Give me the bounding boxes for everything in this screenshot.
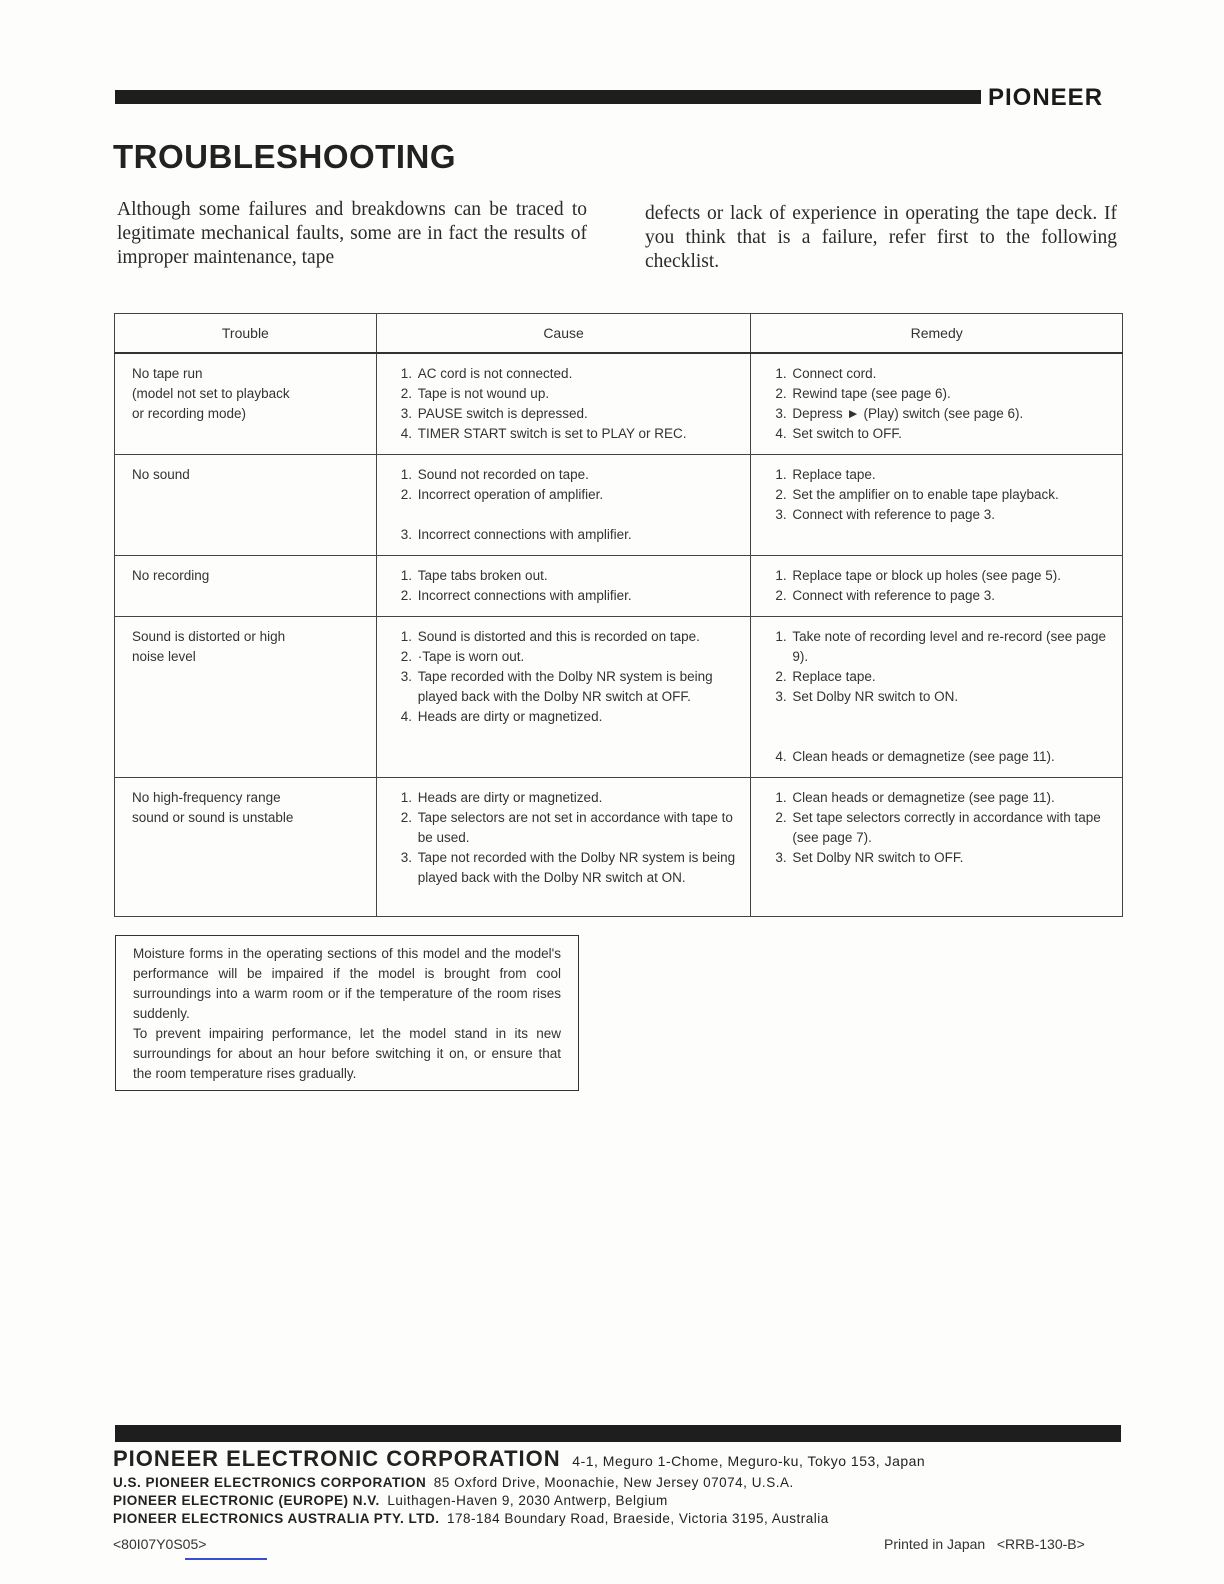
troubleshooting-table [114,313,1123,917]
table-row [115,353,1123,455]
remedy-item: 2. Replace tape. [790,667,1112,687]
printed-in-label: Printed in Japan [884,1536,986,1552]
trouble-cell: No high-frequency range sound or sound is unstable [115,778,377,917]
cause-item: 2. Tape is not wound up. [416,384,741,404]
corporation-name: PIONEER ELECTRONIC (EUROPE) N.V. [113,1493,380,1508]
trouble-cell: Sound is distorted or high noise level [115,617,377,778]
cause-item: 1. AC cord is not connected. [416,364,741,384]
remedy-item: 2. Set tape selectors correctly in accordance with tape (see page 7). [790,808,1112,848]
cause-cell [376,556,751,617]
note-paragraph: To prevent impairing performance, let the model stand in its new surroundings for about an hour before switching it on, or ensure that the room temperature rises gradually. [133,1026,561,1081]
remedy-item: 1. Replace tape. [790,465,1112,485]
brand-logo: PIONEER [988,84,1104,111]
trouble-cell: No recording [115,556,377,617]
column-header-cause: Cause [376,314,751,354]
footer-rule [115,1425,1121,1442]
remedy-item: 2. Rewind tape (see page 6). [790,384,1112,404]
document-code: <80I07Y0S05> [113,1536,207,1552]
cause-item: 3. Incorrect connections with amplifier. [416,525,741,545]
remedy-cell [751,455,1123,556]
table-row [115,455,1123,556]
note-paragraph: Moisture forms in the operating sections of this model and the model's performance will be impaired if the model is brought from cool surroundings into a warm room or if the temperature of the room rises suddenly. [133,946,561,1021]
cause-item: 3. Tape recorded with the Dolby NR system is being played back with the Dolby NR switch at OFF. [416,667,741,707]
cause-item: 3. PAUSE switch is depressed. [416,404,741,424]
cause-cell [376,455,751,556]
part-number: <RRB-130-B> [996,1536,1085,1552]
remedy-cell [751,778,1123,917]
blue-underline [185,1558,267,1560]
print-info [884,1536,1085,1552]
column-header-trouble: Trouble [115,314,377,354]
cause-item: 4. Heads are dirty or magnetized. [416,707,741,727]
remedy-item: 2. Connect with reference to page 3. [790,586,1112,606]
remedy-item: 3. Set Dolby NR switch to ON. [790,687,1112,707]
remedy-cell [751,556,1123,617]
cause-item: 1. Heads are dirty or magnetized. [416,788,741,808]
cause-item: 1. Sound not recorded on tape. [416,465,741,485]
table-row [115,617,1123,778]
cause-item: 2. Incorrect operation of amplifier. [416,485,741,505]
corporation-line [113,1446,1123,1474]
remedy-item: 1. Replace tape or block up holes (see page 5). [790,566,1112,586]
remedy-item: 3. Connect with reference to page 3. [790,505,1112,525]
moisture-note [115,935,579,1091]
corporation-address: 85 Oxford Drive, Moonachie, New Jersey 07074, U.S.A. [433,1475,794,1490]
remedy-item: 1. Clean heads or demagnetize (see page 11). [790,788,1112,808]
remedy-cell [751,617,1123,778]
remedy-cell [751,353,1123,455]
table-row [115,778,1123,917]
intro-text-left: Although some failures and breakdowns can be traced to legitimate mechanical faults, some are in fact the results of improper maintenance, tape [117,199,587,268]
intro-text-right: defects or lack of experience in operating the tape deck. If you think that is a failure, refer first to the following checklist. [645,203,1117,272]
remedy-item: 3. Depress ► (Play) switch (see page 6). [790,404,1112,424]
cause-cell [376,353,751,455]
corporation-line [113,1474,1123,1492]
corporation-name: PIONEER ELECTRONICS AUSTRALIA PTY. LTD. [113,1511,440,1526]
corporation-list [113,1446,1123,1528]
corporation-line [113,1510,1123,1528]
cause-cell [376,778,751,917]
header-rule [115,90,981,104]
corporation-address: 178-184 Boundary Road, Braeside, Victoria 3195, Australia [447,1511,829,1526]
column-header-remedy: Remedy [751,314,1123,354]
cause-cell [376,617,751,778]
corporation-address: Luithagen-Haven 9, 2030 Antwerp, Belgium [387,1493,668,1508]
remedy-item: 1. Connect cord. [790,364,1112,384]
cause-item: 2. Tape selectors are not set in accordance with tape to be used. [416,808,741,848]
remedy-item: 2. Set the amplifier on to enable tape playback. [790,485,1112,505]
remedy-item: 3. Set Dolby NR switch to OFF. [790,848,1112,868]
corporation-name: PIONEER ELECTRONIC CORPORATION [113,1446,561,1471]
cause-item: 2. Incorrect connections with amplifier. [416,586,741,606]
cause-item: 1. Tape tabs broken out. [416,566,741,586]
trouble-cell: No sound [115,455,377,556]
page-title: TROUBLESHOOTING [113,138,456,175]
cause-item: 2. ·Tape is worn out. [416,647,741,667]
corporation-line [113,1492,1123,1510]
table-row [115,556,1123,617]
cause-item: 4. TIMER START switch is set to PLAY or REC. [416,424,741,444]
cause-item: 3. Tape not recorded with the Dolby NR system is being played back with the Dolby NR switch at ON. [416,848,741,888]
corporation-address: 4-1, Meguro 1-Chome, Meguro-ku, Tokyo 153, Japan [572,1453,926,1469]
remedy-item: 1. Take note of recording level and re-record (see page 9). [790,627,1112,667]
remedy-item: 4. Set switch to OFF. [790,424,1112,444]
trouble-cell: No tape run (model not set to playback or recording mode) [115,353,377,455]
remedy-item: 4. Clean heads or demagnetize (see page 11). [790,747,1112,767]
cause-item: 1. Sound is distorted and this is recorded on tape. [416,627,741,647]
corporation-name: U.S. PIONEER ELECTRONICS CORPORATION [113,1475,427,1490]
table-header-row [115,314,1123,354]
